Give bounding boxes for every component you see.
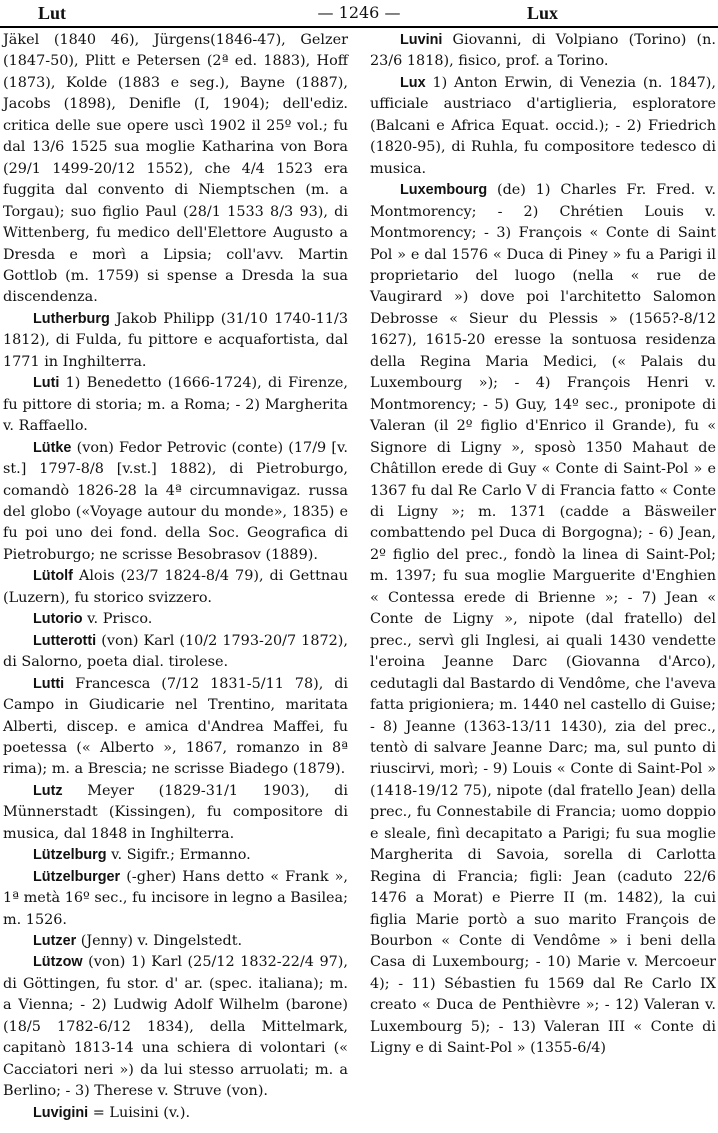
entry-headword: Luti (33, 375, 60, 392)
entry-text: (von) Karl (10/2 1793-20/7 1872), di Salorno, poeta dial. tirolese. (3, 632, 348, 671)
entry-headword: Lutherburg (33, 310, 110, 327)
entry-text: (von) Fedor Petrovic (conte) (17/9 [v. st.] 1797-8/8 [v.st.] 1882), di Pietroburgo, comandò 1826-28 la 4ª circumnavigaz. russa del globo («Voyage autour du monde», 1835) e fu poi uno dei fond. della Soc. Geografica di Pietroburgo; ne scrisse Besobrasov (1889). (3, 439, 348, 563)
dictionary-entry (3, 30, 348, 309)
entry-headword: Lutz (33, 782, 63, 799)
entry-headword: Lützow (33, 954, 83, 971)
dictionary-entry (3, 609, 348, 630)
dictionary-entry (370, 30, 716, 73)
dictionary-entry (370, 73, 716, 180)
entry-text: (von) 1) Karl (25/12 1832-22/4 97), di Göttingen, fu stor. d' ar. (spec. italiana); m. a Vienna; - 2) Ludwig Adolf Wilhelm (barone) (18/5 1782-6/12 1834), della Mittelmark, capitanò 1813-14 una schiera di volontari (« Cacciatori neri ») da lui stesso arruolati; m. a Berlino; - 3) Therese v. Struve (von). (3, 954, 348, 1100)
entry-headword: Lutterotti (33, 632, 97, 649)
entry-text: 1) Anton Erwin, di Venezia (n. 1847), ufficiale austriaco d'artiglieria, esploratore (Balcani e Africa Equat. occid.); - 2) Friedrich (1820-95), di Ruhla, fu compositore tedesco di musica. (370, 74, 716, 177)
dictionary-entry (3, 781, 348, 845)
dictionary-entry (3, 631, 348, 674)
dictionary-entry (3, 931, 348, 952)
entry-headword: Lutorio (33, 611, 83, 628)
entry-text: Giovanni, di Volpiano (Torino) (n. 23/6 1818), fisico, prof. a Torino. (370, 32, 716, 70)
dictionary-entry (3, 674, 348, 781)
entry-text: v. Prisco. (87, 611, 153, 628)
dictionary-entry (370, 180, 716, 1060)
entry-headword: Luxembourg (400, 182, 488, 199)
dictionary-entry (3, 438, 348, 567)
header-left-guide-word: Lut (38, 3, 67, 23)
dictionary-entry (3, 373, 348, 437)
entry-text: Francesca (7/12 1831-5/11 78), di Campo in Giudicarie nel Trentino, maritata Alberti, discep. e amica d'Andrea Maffei, fu poetessa (« Alberto », 1867, romanzo in 8ª rima); m. a Brescia; ne scrisse Biadego (1879). (3, 675, 349, 778)
page-number: — 1246 — (317, 3, 401, 22)
entry-text: v. Sigifr.; Ermanno. (111, 847, 251, 864)
dictionary-entry (3, 1103, 348, 1124)
entry-headword: Lütolf (33, 568, 73, 585)
page-header (0, 0, 718, 28)
entry-headword: Luvini (400, 32, 443, 48)
entry-text: 1) Benedetto (1666-1724), di Firenze, fu pittore di storia; m. a Roma; - 2) Margherita v. Raffaello. (3, 375, 348, 435)
right-column (370, 30, 716, 1060)
entry-text: (-gher) Hans detto « Frank », 1ª metà 16º sec., fu incisore in legno a Basilea; m. 1526. (3, 868, 348, 928)
dictionary-entry (3, 566, 348, 609)
entry-text: Meyer (1829-31/1 1903), di Münnerstadt (Kissingen), fu compositore di musica, dal 1848 in Inghilterra. (3, 782, 348, 842)
entry-headword: Lutzer (33, 933, 77, 950)
entry-text: (Jenny) v. Dingelstedt. (80, 933, 243, 950)
entry-text: Jakob Philipp (31/10 1740-11/3 1812), di Fulda, fu pittore e acquafortista, dal 1771 in Inghilterra. (3, 310, 348, 370)
header-right-guide-word: Lux (526, 3, 558, 23)
entry-headword: Lux (400, 74, 426, 91)
entry-text: (de) 1) Charles Fr. Fred. v. Montmorency; - 2) Chrétien Louis v. Montmorency; - 3) François « Conte di Saint Pol » e dal 1576 « Duca di Piney » fu a Parigi il proprietario del luogo (nella « rue de Vaugirard ») dove poi l'architetto Salomon Debrosse « Sieur du Plessis » (1565?-8/12 1627), 1615-20 eresse la sontuosa residenza della Regina Maria Medici, (« Palais du Luxembourg »); - 4) François Henri v. Montmorency; - 5) Guy, 14º sec., pronipote di Valeran (il 2º figlio d'Enrico il Grande), fu « Signore di Ligny », sposò 1350 Mahaut de Châtillon erede di Guy « Conte di Saint-Pol » e 1367 fu dal Re Carlo V di Francia fatto « Conte di Ligny »; m. 1371 (cadde a Bäsweiler combattendo pel Duca di Borgogna); - 6) Jean, 2º figlio del prec., fondò la linea di Saint-Pol; m. 1397; fu sua moglie Marguerite d'Enghien « Contessa erede di Brienne »; - 7) Jean « Conte de Ligny », nipote (dal fratello) del prec., servì gli Inglesi, ai quali 1430 vendette l'eroina Jeanne Darc (Giovanna d'Arco), cedutagli dal Bastardo di Vendôme, che l'aveva fatta prigioniera; m. 1440 nel castello di Guise; - 8) Jeanne (1363-13/11 1430), zia del prec., tentò di salvare Jeanne Darc; ma, sul punto di riuscirvi, morì; - 9) Louis « Conte di Saint-Pol » (1418-19/12 75), nipote (dal fratello Jean) della prec., fu Connestabile di Francia; uomo doppio e sleale, finì decapitato a Parigi; fu sua moglie Margherita di Savoia, sorella di Carlotta Regina di Francia; figli: Jean (caduto 22/6 1476 a Morat) e Pierre II (m. 1482), la cui figlia Marie portò a suo marito François de Bourbon « Conte di Vendôme » i beni della Casa di Luxembourg; - 10) Marie v. Mercoeur 4); - 11) Sébastien fu 1569 dal Re Carlo IX creato « Duca de Penthièvre »; - 12) Valeran v. Luxembourg 5); - 13) Valeran III « Conte di Ligny e di Saint-Pol » (1355-6/4) (370, 182, 716, 1057)
entry-headword: Lützelburg (33, 847, 107, 864)
left-column (3, 30, 348, 1124)
entry-text: Alois (23/7 1824-8/4 79), di Gettnau (Luzern), fu storico svizzero. (3, 568, 348, 606)
entry-text: = Luisini (v.). (92, 1104, 191, 1121)
dictionary-entry (3, 309, 348, 373)
entry-headword: Luvigini (33, 1104, 89, 1121)
entry-headword: Lützelburger (33, 868, 121, 885)
dictionary-entry (3, 867, 348, 931)
dictionary-entry (3, 845, 348, 866)
dictionary-entry (3, 952, 348, 1102)
entry-text: Jäkel (1840 46), Jürgens(1846-47), Gelzer (1847-50), Plitt e Petersen (2ª ed. 1883), Hoff (1873), Kolde (1883 e seg.), Bayne (1887), Jacobs (1898), Denifle (I, 1904); dell'ediz. critica delle sue opere uscì 1902 il 25º vol.; fu dal 13/6 1525 sua moglie Katharina von Bora (29/1 1499-20/12 1552), che 4/4 1523 era fuggita dal convento di Niemptschen (m. a Torgau); suo figlio Paul (28/1 1533 8/3 93), di Wittenberg, fu medico dell'Elettore Augusto a Dresda e morì a Lipsia; coll'avv. Martin Gottlob (m. 1759) si spense a Dresda la sua discendenza. (3, 32, 348, 306)
entry-headword: Lütke (33, 439, 72, 456)
entry-headword: Lutti (33, 675, 65, 692)
